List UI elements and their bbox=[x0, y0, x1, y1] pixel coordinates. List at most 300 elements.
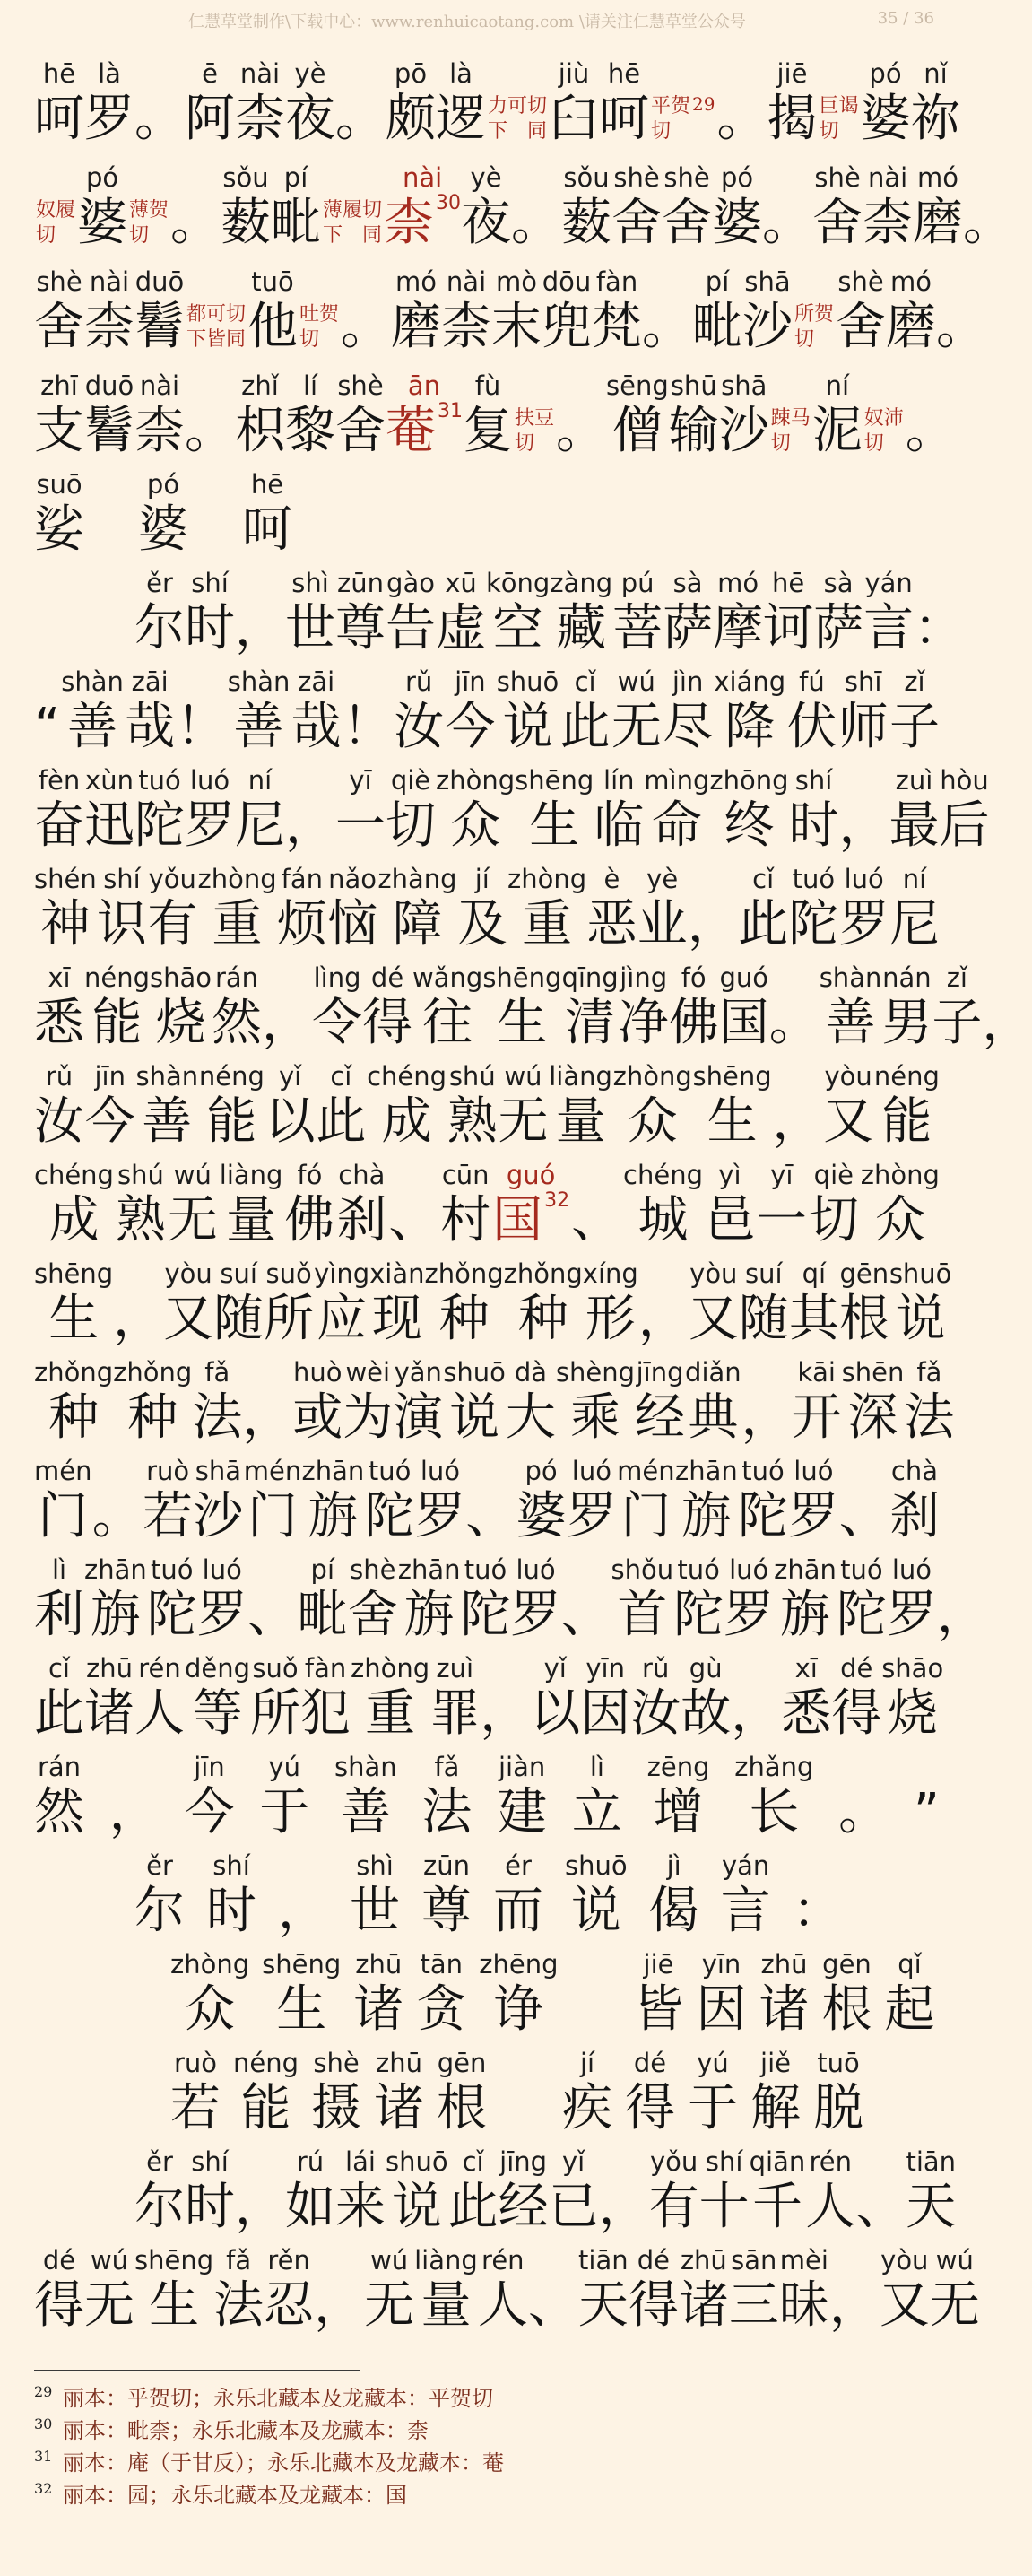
hanzi: 长 bbox=[749, 1783, 800, 1841]
pinyin: fán bbox=[281, 864, 324, 894]
pinyin: shèng bbox=[555, 1357, 636, 1388]
pinyin: xū bbox=[445, 568, 477, 598]
ruby-char bbox=[34, 1060, 84, 1152]
pinyin: jiē bbox=[643, 1949, 674, 1980]
pinyin: yè bbox=[646, 864, 679, 894]
hanzi: 沙 bbox=[718, 402, 769, 460]
page-number: 35 / 36 bbox=[877, 9, 934, 28]
ruby-char bbox=[734, 1751, 813, 1842]
pinyin: sà bbox=[672, 568, 703, 598]
hanzi: 天 bbox=[906, 2178, 957, 2236]
ruby-char bbox=[913, 161, 963, 253]
ruby-char bbox=[719, 370, 769, 461]
hanzi: 成 bbox=[48, 1191, 100, 1249]
pinyin: rén bbox=[481, 2245, 525, 2276]
pinyin: dà bbox=[514, 1357, 547, 1388]
hanzi: 夜 bbox=[285, 90, 335, 148]
pinyin: zhū bbox=[760, 1949, 808, 1980]
pinyin: tuō bbox=[251, 266, 294, 297]
pinyin: yǐ bbox=[278, 1061, 302, 1092]
ruby-char bbox=[134, 2145, 185, 2237]
punctuation: 。 bbox=[185, 402, 235, 460]
ruby-char bbox=[134, 567, 185, 658]
pinyin: lí bbox=[302, 370, 318, 401]
pinyin: chéng bbox=[623, 1160, 703, 1190]
pinyin: liàng bbox=[414, 2245, 478, 2276]
pinyin: yǒu bbox=[649, 2146, 698, 2177]
punctuation: ， bbox=[598, 2178, 649, 2236]
ruby-char bbox=[84, 57, 134, 149]
ruby-char bbox=[197, 1553, 247, 1645]
ruby-char bbox=[199, 1060, 265, 1152]
pinyin: cǐ bbox=[48, 1653, 70, 1684]
pinyin: cǐ bbox=[752, 864, 775, 894]
pinyin: dé bbox=[637, 2245, 670, 2276]
hanzi: 诸 bbox=[353, 1980, 404, 2039]
pinyin: sēng bbox=[606, 370, 669, 401]
hanzi: 尔 bbox=[134, 2178, 185, 2236]
ruby-char bbox=[351, 1652, 429, 1744]
hanzi: 有 bbox=[648, 2178, 699, 2236]
pinyin: duō bbox=[134, 266, 185, 297]
punctuation: 。 bbox=[963, 194, 1014, 252]
pinyin: fǎ bbox=[916, 1357, 942, 1388]
hanzi: 及 bbox=[456, 895, 507, 953]
pinyin: fú bbox=[799, 666, 825, 697]
pinyin: shè bbox=[837, 266, 884, 297]
pinyin: mó bbox=[917, 162, 959, 193]
ruby-char bbox=[170, 2047, 221, 2138]
ruby-char bbox=[697, 1948, 747, 2040]
pinyin: rǔ bbox=[405, 666, 433, 697]
footnote-text: 丽本：庵（于甘反）；永乐北藏本及龙藏本：菴 bbox=[63, 2450, 504, 2476]
punctuation: 、 bbox=[465, 1487, 516, 1545]
hanzi: 婆 bbox=[860, 90, 911, 148]
pinyin: hē bbox=[250, 469, 284, 500]
hanzi: 藏 bbox=[556, 599, 607, 657]
footnote-ref: 29 bbox=[692, 93, 715, 115]
ruby-char bbox=[623, 1159, 703, 1250]
pinyin: wèi bbox=[345, 1357, 391, 1388]
ruby-char bbox=[34, 1553, 84, 1645]
ruby-char bbox=[561, 161, 611, 253]
pinyin: fèn bbox=[38, 765, 81, 796]
pinyin: dōu bbox=[542, 266, 592, 297]
footnote-ref: 30 bbox=[436, 192, 462, 214]
footnote-ref: 32 bbox=[544, 1189, 570, 1212]
ruby-char bbox=[147, 863, 197, 954]
text-line bbox=[34, 560, 965, 658]
hanzi: 诸 bbox=[759, 1980, 810, 2039]
ruby-char bbox=[441, 265, 491, 357]
punctuation: 。 bbox=[335, 90, 386, 148]
text-line bbox=[34, 954, 1032, 1053]
ruby-char bbox=[880, 2244, 930, 2336]
hanzi: 奋 bbox=[34, 796, 84, 855]
ruby-char bbox=[599, 57, 649, 149]
hanzi: 输 bbox=[668, 402, 719, 460]
fanqie-note: 都可切 下皆同 bbox=[186, 303, 247, 351]
ruby-char bbox=[429, 1652, 480, 1744]
pinyin: shén bbox=[34, 864, 97, 894]
ruby-char bbox=[881, 962, 932, 1053]
ruby-char bbox=[134, 1652, 185, 1744]
pinyin: shǒu bbox=[611, 1554, 674, 1585]
pinyin: tuó bbox=[741, 1456, 785, 1486]
hanzi: 应 bbox=[317, 1290, 368, 1348]
hanzi: 法 bbox=[213, 2276, 265, 2335]
ruby-char bbox=[34, 863, 97, 954]
pinyin: shā bbox=[721, 370, 767, 401]
punctuation: ， bbox=[982, 994, 1032, 1052]
ruby-char bbox=[170, 1948, 249, 2040]
footnote-number: 31 bbox=[34, 2448, 53, 2465]
hanzi: 城 bbox=[637, 1191, 689, 1249]
hanzi: 此 bbox=[34, 1684, 84, 1743]
pinyin: nài bbox=[89, 266, 130, 297]
hanzi: 国$^{32}$ bbox=[492, 1189, 570, 1249]
pinyin: jiù bbox=[558, 58, 590, 89]
ruby-char bbox=[447, 1060, 498, 1152]
hanzi: 演 bbox=[393, 1388, 444, 1447]
pinyin: nǎo bbox=[328, 864, 377, 894]
hanzi: 柰 bbox=[134, 402, 185, 460]
hanzi: 舍 bbox=[836, 298, 887, 356]
footnote-text: 丽本：乎贺切；永乐北藏本及龙藏本：平贺切 bbox=[63, 2386, 493, 2411]
hanzi: 神 bbox=[39, 895, 91, 953]
hanzi: 邑 bbox=[704, 1191, 755, 1249]
pinyin: wú bbox=[504, 1061, 542, 1092]
pinyin: jīng bbox=[636, 1357, 684, 1388]
ruby-char bbox=[374, 2047, 424, 2138]
pinyin: luó bbox=[420, 1456, 461, 1486]
pinyin: zhǒng bbox=[503, 1258, 583, 1289]
pinyin: shāo bbox=[150, 962, 212, 993]
hanzi: 兜 bbox=[542, 298, 593, 356]
hanzi: 门 bbox=[247, 1487, 298, 1545]
ruby-char bbox=[302, 1455, 365, 1546]
ruby-char bbox=[244, 1455, 301, 1546]
ruby-char bbox=[625, 2047, 675, 2138]
pinyin: fù bbox=[474, 370, 501, 401]
ruby-char bbox=[549, 2145, 599, 2237]
ruby-char bbox=[863, 567, 914, 658]
hanzi: 法 bbox=[192, 1388, 243, 1447]
hanzi: 僧 bbox=[611, 402, 663, 460]
hanzi: 生 bbox=[707, 1092, 758, 1151]
text-line bbox=[34, 253, 987, 357]
ruby-char bbox=[499, 1060, 549, 1152]
ruby-char bbox=[34, 1751, 84, 1842]
pinyin: zhū bbox=[355, 1949, 403, 1980]
ruby-char bbox=[34, 1652, 84, 1744]
hanzi: 种 bbox=[127, 1388, 178, 1447]
pinyin: yòu bbox=[164, 1258, 212, 1289]
hanzi: 善 bbox=[142, 1092, 193, 1151]
hanzi: 罗 bbox=[724, 1586, 775, 1644]
footnote-number: 29 bbox=[34, 2383, 53, 2400]
pinyin: shuō bbox=[889, 1258, 952, 1289]
punctuation: ， bbox=[235, 2178, 285, 2236]
pinyin: shí bbox=[705, 2146, 743, 2177]
ruby-char bbox=[84, 2244, 134, 2336]
punctuation: ， bbox=[113, 1290, 164, 1348]
text-line bbox=[34, 856, 940, 954]
hanzi: 所 bbox=[250, 1684, 301, 1743]
hanzi: 此 bbox=[738, 895, 789, 953]
pinyin: liàng bbox=[219, 1160, 283, 1190]
scripture-text bbox=[34, 45, 1032, 2336]
pinyin: rán bbox=[214, 962, 259, 993]
punctuation: 、 bbox=[560, 1586, 611, 1644]
ruby-char bbox=[316, 1060, 366, 1152]
ruby-char bbox=[699, 2145, 750, 2237]
ruby-char bbox=[724, 1553, 774, 1645]
text-line bbox=[34, 1842, 940, 1941]
hanzi: 陀 bbox=[788, 895, 839, 953]
punctuation: 、 bbox=[247, 1586, 298, 1644]
ruby-char bbox=[742, 265, 793, 357]
ruby-char bbox=[212, 962, 262, 1053]
punctuation: 、 bbox=[527, 2276, 578, 2335]
ruby-char bbox=[911, 57, 961, 149]
pinyin: shí bbox=[191, 2146, 229, 2177]
ruby-char bbox=[831, 1652, 881, 1744]
hanzi: 陀 bbox=[146, 1586, 197, 1644]
hanzi: 旃 bbox=[90, 1586, 141, 1644]
footnote-text: 丽本：毗柰；永乐北藏本及龙藏本：柰 bbox=[63, 2418, 429, 2443]
ruby-char bbox=[556, 1356, 635, 1448]
hanzi: 萨 bbox=[663, 599, 714, 657]
ruby-char bbox=[635, 1356, 685, 1448]
ruby-char bbox=[679, 2244, 729, 2336]
pinyin: jiē bbox=[776, 58, 808, 89]
ruby-char bbox=[334, 1751, 397, 1842]
ruby-char bbox=[84, 265, 134, 357]
punctuation: ， bbox=[731, 1684, 782, 1743]
pinyin: shú bbox=[448, 1061, 496, 1092]
pinyin: zhòng bbox=[351, 1653, 430, 1684]
pinyin: jì bbox=[666, 1850, 681, 1881]
hanzi: 种 bbox=[48, 1388, 100, 1447]
pinyin: shè bbox=[350, 1554, 396, 1585]
hanzi: 末 bbox=[491, 298, 542, 356]
ruby-char bbox=[185, 57, 235, 149]
ruby-char bbox=[644, 764, 709, 856]
fanqie-note: 巨谒 切 bbox=[819, 95, 859, 143]
hanzi: 以 bbox=[530, 1684, 581, 1743]
hanzi: 空 bbox=[492, 599, 543, 657]
hanzi: 呵 bbox=[34, 90, 84, 148]
ruby-char bbox=[613, 1060, 692, 1152]
source-watermark: 仁慧草堂制作\下载中心：www.renhuicaotang.com \请关注仁慧草堂公众号 bbox=[188, 13, 746, 31]
pinyin: zhǒng bbox=[424, 1258, 504, 1289]
pinyin: sǒu bbox=[563, 162, 610, 193]
ruby-char bbox=[113, 1356, 192, 1448]
ruby-char bbox=[34, 265, 84, 357]
pinyin: zhān bbox=[774, 1554, 837, 1585]
hanzi: 无 bbox=[611, 698, 662, 756]
pinyin: yǒu bbox=[148, 864, 196, 894]
pinyin: yì bbox=[718, 1160, 741, 1190]
punctuation: ， bbox=[687, 895, 738, 953]
pinyin: zhān bbox=[84, 1554, 147, 1585]
pinyin: shí bbox=[794, 765, 833, 796]
ruby-char bbox=[335, 370, 386, 461]
hanzi: 舍 bbox=[611, 194, 663, 252]
hanzi: 旃 bbox=[403, 1586, 455, 1644]
ruby-char bbox=[567, 1455, 617, 1546]
pinyin: tuō bbox=[817, 2048, 860, 2078]
pinyin: qīng bbox=[561, 962, 619, 993]
ruby-char bbox=[486, 567, 550, 658]
punctuation: “ bbox=[34, 698, 61, 756]
ruby-char bbox=[311, 2047, 361, 2138]
pinyin: è bbox=[603, 864, 620, 894]
ruby-char bbox=[619, 962, 669, 1053]
pinyin: tuó bbox=[792, 864, 836, 894]
ruby-char bbox=[757, 1159, 807, 1250]
ruby-char bbox=[414, 2244, 478, 2336]
ruby-char bbox=[185, 1652, 250, 1744]
hanzi: 梵 bbox=[592, 298, 643, 356]
ruby-char bbox=[812, 161, 863, 253]
ruby-char bbox=[889, 666, 940, 757]
pinyin: kōng bbox=[486, 568, 551, 598]
pinyin: wú bbox=[173, 1160, 212, 1190]
ruby-char bbox=[611, 161, 662, 253]
pinyin: xī bbox=[794, 1653, 818, 1684]
punctuation: 、 bbox=[388, 1191, 439, 1249]
pinyin: fǎ bbox=[434, 1752, 460, 1782]
pinyin: shuō bbox=[496, 666, 559, 697]
hanzi: 众 bbox=[874, 1191, 925, 1249]
ruby-char bbox=[134, 764, 185, 856]
hanzi: 得 bbox=[34, 2276, 84, 2335]
pinyin: tuó bbox=[840, 1554, 883, 1585]
hanzi: 尔 bbox=[134, 599, 185, 657]
hanzi: 汝 bbox=[630, 1684, 681, 1743]
hanzi: 善 bbox=[233, 698, 284, 756]
hanzi: 千 bbox=[751, 2178, 802, 2236]
pinyin: kāi bbox=[797, 1357, 836, 1388]
ruby-char bbox=[335, 2145, 386, 2237]
pinyin: luó bbox=[844, 864, 884, 894]
hanzi: 无 bbox=[498, 1092, 549, 1151]
pinyin: mén bbox=[243, 1456, 302, 1486]
pinyin: dé bbox=[370, 962, 404, 993]
hanzi: 人 bbox=[477, 2276, 528, 2335]
hanzi: 然 bbox=[212, 994, 263, 1052]
pinyin: luó bbox=[891, 1554, 932, 1585]
ruby-char bbox=[61, 666, 124, 757]
hanzi: 迅 bbox=[84, 796, 134, 855]
ruby-char bbox=[185, 567, 235, 658]
hanzi: 得 bbox=[831, 1684, 882, 1743]
text-line bbox=[34, 45, 961, 149]
hanzi: 最 bbox=[889, 796, 940, 855]
text-line bbox=[34, 1546, 987, 1645]
fanqie-note: 奴沛 切 bbox=[863, 407, 904, 455]
ruby-char bbox=[436, 567, 486, 658]
hanzi: 婆 bbox=[516, 1487, 567, 1545]
pinyin: zuì bbox=[436, 1653, 474, 1684]
punctuation: 。 bbox=[134, 90, 185, 148]
punctuation: 。 bbox=[762, 194, 813, 252]
hanzi: 熟 bbox=[447, 1092, 498, 1151]
pinyin: ní bbox=[825, 370, 849, 401]
pinyin: duō bbox=[84, 370, 134, 401]
ruby-char bbox=[437, 2047, 487, 2138]
pinyin: zhòng bbox=[860, 1160, 940, 1190]
hanzi: 泥 bbox=[811, 402, 863, 460]
pinyin: mìng bbox=[644, 765, 710, 796]
hanzi: 立 bbox=[571, 1783, 622, 1841]
ruby-char bbox=[192, 1356, 242, 1448]
hanzi: 今 bbox=[184, 1783, 235, 1841]
pinyin: lì bbox=[51, 1554, 67, 1585]
pinyin: jìn bbox=[672, 666, 704, 697]
pinyin: cūn bbox=[441, 1160, 490, 1190]
hanzi: 说 bbox=[570, 1882, 621, 1940]
hanzi: 烦 bbox=[276, 895, 327, 953]
ruby-char bbox=[516, 1455, 567, 1546]
hanzi: 罗 bbox=[886, 1586, 937, 1644]
pinyin: fàn bbox=[304, 1653, 347, 1684]
ruby-char bbox=[34, 764, 84, 856]
pinyin: shì bbox=[356, 1850, 394, 1881]
hanzi: 无 bbox=[929, 2276, 980, 2335]
hanzi: 阿 bbox=[185, 90, 235, 148]
pinyin: zhēng bbox=[479, 1949, 559, 1980]
ruby-char bbox=[738, 1455, 788, 1546]
pinyin: zāi bbox=[298, 666, 335, 697]
punctuation: ， bbox=[480, 1684, 531, 1743]
hanzi: 恼 bbox=[327, 895, 378, 953]
hanzi: 然 bbox=[34, 1783, 84, 1841]
hanzi: 法 bbox=[904, 1388, 955, 1447]
ruby-char bbox=[343, 1356, 393, 1448]
ruby-char bbox=[327, 863, 377, 954]
hanzi: 磨 bbox=[391, 298, 442, 356]
ruby-char bbox=[663, 666, 713, 757]
pinyin: nài bbox=[446, 266, 487, 297]
ruby-char bbox=[788, 863, 838, 954]
pinyin: nán bbox=[882, 962, 932, 993]
hanzi: 摄 bbox=[311, 2079, 362, 2137]
ruby-char bbox=[689, 1258, 739, 1349]
ruby-char bbox=[930, 2244, 980, 2336]
pinyin: yán bbox=[864, 568, 913, 598]
hanzi: 陀 bbox=[364, 1487, 415, 1545]
ruby-char bbox=[511, 1553, 561, 1645]
hanzi: 言 bbox=[863, 599, 915, 657]
ruby-char bbox=[134, 1849, 185, 1941]
hanzi: 哉 bbox=[291, 698, 342, 756]
pinyin: shí bbox=[103, 864, 141, 894]
hanzi: 今 bbox=[445, 698, 496, 756]
punctuation: ， bbox=[772, 1092, 823, 1151]
pinyin: shàn bbox=[819, 962, 882, 993]
ruby-char bbox=[250, 1652, 300, 1744]
ruby-char bbox=[125, 666, 175, 757]
pinyin: rěn bbox=[267, 2245, 310, 2276]
ruby-char bbox=[705, 1159, 755, 1250]
punctuation: ， bbox=[262, 994, 313, 1052]
ruby-char bbox=[436, 764, 515, 856]
ruby-char bbox=[34, 370, 84, 461]
ruby-char bbox=[515, 764, 594, 856]
